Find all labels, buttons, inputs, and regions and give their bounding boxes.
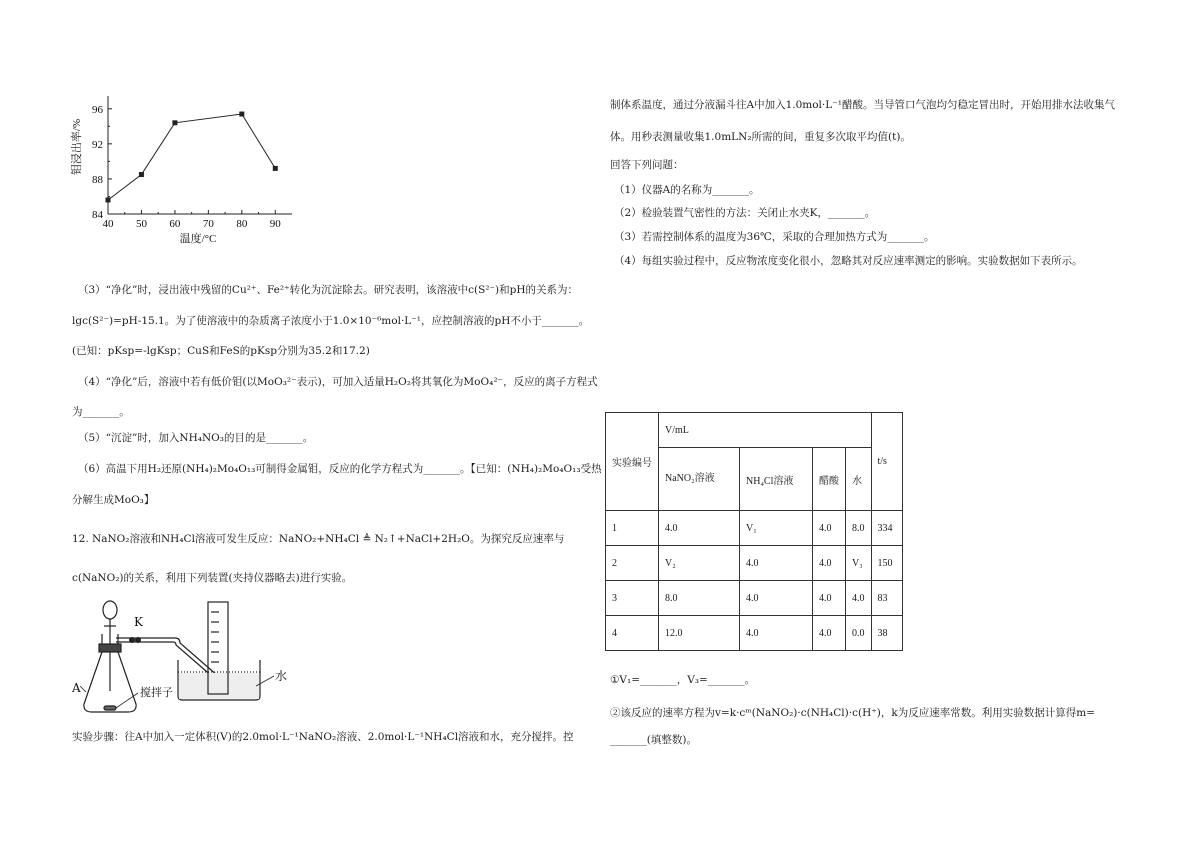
cell-id: 3 — [606, 581, 659, 616]
cell-nano2: V₂ — [659, 546, 740, 581]
header-nano2: NaNO₂溶液 — [659, 448, 740, 511]
apparatus-diagram — [70, 596, 310, 721]
cell-nh4cl: 4.0 — [740, 546, 813, 581]
q4-text-line-2: 为_______。 — [72, 406, 130, 418]
x-tick-label: 40 — [102, 218, 114, 230]
experiment-data-table — [605, 412, 903, 651]
right-text-line-5: （2）检验装置气密性的方法：关闭止水夹K，_______。 — [614, 207, 876, 219]
after-table-line-3: _______(填整数)。 — [610, 734, 697, 746]
y-tick-label: 92 — [92, 138, 103, 151]
q3-text-line-3: (已知：pKsp=-lgKsp；CuS和FeS的pKsp分别为35.2和17.2) — [72, 345, 370, 357]
table-header-row-1 — [606, 413, 903, 448]
chart-y-axis-label: 钼浸出率/% — [71, 118, 83, 176]
cell-id: 4 — [606, 616, 659, 651]
cell-acetic: 4.0 — [813, 581, 846, 616]
label-water: 水 — [275, 669, 288, 683]
label-a: A — [72, 681, 81, 695]
x-tick-label: 70 — [202, 218, 214, 230]
cell-water: 4.0 — [846, 581, 872, 616]
x-tick-label: 80 — [236, 218, 248, 230]
cell-acetic: 4.0 — [813, 616, 846, 651]
cell-acetic: 4.0 — [813, 546, 846, 581]
header-time: t/s — [871, 413, 902, 511]
cell-time: 38 — [871, 616, 902, 651]
y-tick-label: 84 — [92, 209, 103, 221]
cell-nh4cl: 4.0 — [740, 616, 813, 651]
cell-nh4cl: 4.0 — [740, 581, 813, 616]
data-point — [172, 120, 177, 125]
right-text-line-3: 回答下列问题： — [610, 159, 684, 171]
table-row — [606, 511, 903, 546]
cell-nano2: 12.0 — [659, 616, 740, 651]
cell-time: 150 — [871, 546, 902, 581]
cell-time: 83 — [871, 581, 902, 616]
data-point — [106, 197, 111, 202]
cell-water: V₃ — [846, 546, 872, 581]
right-text-line-6: （3）若需控制体系的温度为36℃，采取的合理加热方式为_______。 — [614, 231, 935, 243]
q3-text-line-1: （3）“净化”时，浸出液中残留的Cu²⁺、Fe²⁺转化为沉淀除去。研究表明，该溶液中c(S²⁻)和pH的关系为： — [78, 284, 579, 296]
data-point — [139, 172, 144, 177]
q4-text-line-1: （4）“净化”后，溶液中若有低价钼(以MoO₃²⁻表示)，可加入适量H₂O₂将其氧化为MoO₄²⁻，反应的离子方程式 — [78, 376, 598, 388]
y-tick-label: 96 — [92, 103, 103, 116]
cell-acetic: 4.0 — [813, 511, 846, 546]
q12-text-line-1: 12. NaNO₂溶液和NH₄Cl溶液可发生反应：NaNO₂+NH₄Cl ≜ N₂↑+NaCl+2H₂O。为探究反应速率与 — [72, 533, 565, 545]
table-row — [606, 616, 903, 651]
header-water: 水 — [846, 448, 872, 511]
q3-text-line-2: lgc(S²⁻)=pH-15.1。为了使溶液中的杂质离子浓度小于1.0×10⁻⁶mol·L⁻¹，应控制溶液的pH不小于_______。 — [72, 315, 590, 327]
y-tick-label: 88 — [92, 173, 103, 186]
table-row — [606, 581, 903, 616]
leaching-rate-chart — [70, 92, 320, 252]
after-table-line-1: ①V₁=_______，V₃=_______。 — [610, 674, 756, 686]
x-tick-label: 50 — [135, 218, 147, 230]
header-experiment-id: 实验编号 — [606, 413, 659, 511]
series-line — [108, 114, 275, 200]
label-k: K — [134, 615, 143, 629]
cell-nano2: 4.0 — [659, 511, 740, 546]
q6-text-line-1: （6）高温下用H₂还原(NH₄)₂Mo₄O₁₃可制得金属钼，反应的化学方程式为_______。【已知：(NH₄)₂Mo₄O₁₃受热 — [78, 463, 602, 475]
right-text-line-2: 体。用秒表测量收集1.0mLN₂所需的间，重复多次取平均值(t)。 — [610, 131, 911, 143]
cell-nh4cl: V₁ — [740, 511, 813, 546]
header-nh4cl: NH₄Cl溶液 — [740, 448, 813, 511]
chart-ticks — [92, 104, 281, 230]
q12-text-line-2: c(NaNO₂)的关系，利用下列装置(夹持仪器略去)进行实验。 — [72, 572, 353, 584]
cell-time: 334 — [871, 511, 902, 546]
right-text-line-1: 制体系温度，通过分液漏斗往A中加入1.0mol·L⁻¹醋酸。当导管口气泡均匀稳定冒出时，开始用排水法收集气 — [610, 99, 1115, 111]
x-tick-label: 60 — [169, 218, 181, 230]
header-acetic-acid: 醋酸 — [813, 448, 846, 511]
chart-axes — [108, 96, 292, 214]
header-volume: V/mL — [659, 413, 872, 448]
cell-id: 1 — [606, 511, 659, 546]
cell-id: 2 — [606, 546, 659, 581]
right-text-line-4: （1）仪器A的名称为_______。 — [614, 184, 760, 196]
cell-water: 0.0 — [846, 616, 872, 651]
cell-nano2: 8.0 — [659, 581, 740, 616]
label-stirrer: 搅拌子 — [140, 686, 173, 699]
x-tick-label: 90 — [269, 218, 281, 230]
chart-series — [106, 112, 278, 203]
q5-text-line-1: （5）“沉淀”时，加入NH₄NO₃的目的是_______。 — [78, 432, 314, 444]
table-row — [606, 546, 903, 581]
data-point — [273, 166, 278, 171]
cell-water: 8.0 — [846, 511, 872, 546]
steps-text-line-1: 实验步骤：往A中加入一定体积(V)的2.0mol·L⁻¹NaNO₂溶液、2.0mol·L⁻¹NH₄Cl溶液和水，充分搅拌。控 — [72, 731, 574, 743]
chart-x-axis-label: 温度/°C — [179, 233, 217, 245]
q6-text-line-2: 分解生成MoO₃】 — [72, 494, 155, 506]
data-point — [239, 112, 244, 117]
right-text-line-7: （4）每组实验过程中，反应物浓度变化很小，忽略其对反应速率测定的影响。实验数据如下表所示。 — [614, 255, 1083, 267]
after-table-line-2: ②该反应的速率方程为v=k·cᵐ(NaNO₂)·c(NH₄Cl)·c(H⁺)，k为反应速率常数。利用实验数据计算得m= — [610, 707, 1095, 719]
